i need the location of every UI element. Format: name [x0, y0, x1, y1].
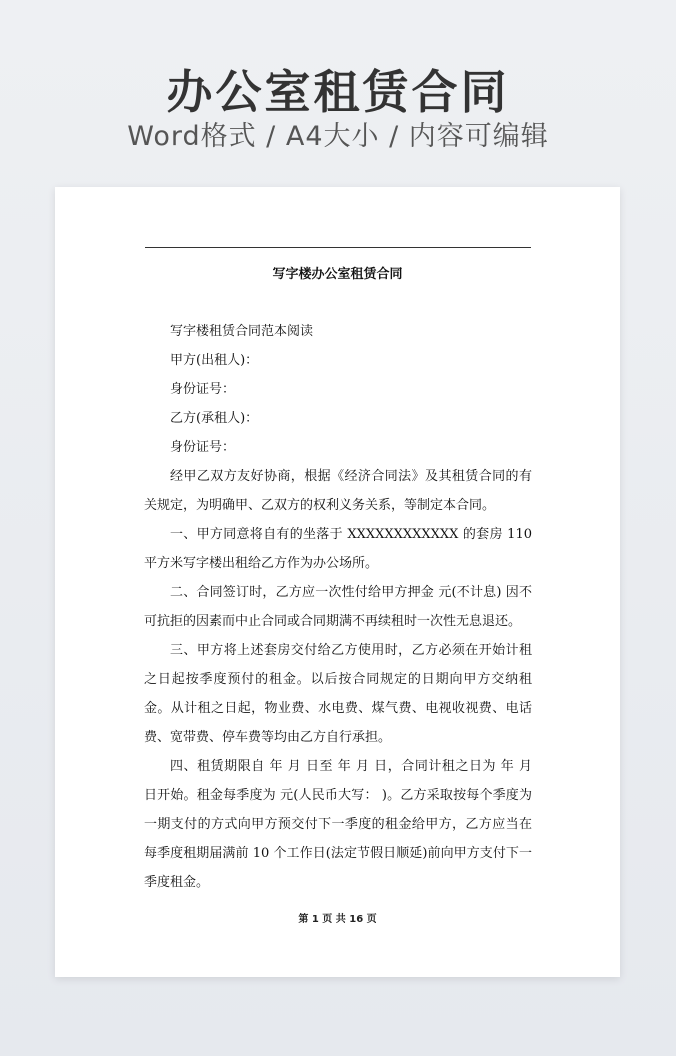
page-number: 第 1 页 共 16 页 [298, 914, 377, 925]
document-page [55, 187, 620, 977]
paragraph-preamble: 经甲乙双方友好协商，根据《经济合同法》及其租赁合同的有关规定，为明确甲、乙双方的权利义务关系，等制定本合同。 [144, 469, 532, 513]
paragraph-party-b: 乙方(承租人)： [170, 411, 259, 426]
paragraph-party-b-id: 身份证号： [170, 440, 236, 455]
paragraph-intro: 写字楼租赁合同范本阅读 [170, 324, 314, 339]
header-rule [145, 247, 531, 248]
paragraph-clause-3: 三、甲方将上述套房交付给乙方使用时，乙方必须在开始计租之日起按季度预付的租金。以后按合同规定的日期向甲方交纳租金。从计租之日起，物业费、水电费、煤气费、电视收视费、电话费、宽带费、停车费等均由乙方自行承担。 [144, 643, 532, 745]
paragraph-clause-1: 一、甲方同意将自有的坐落于 XXXXXXXXXXXX 的套房 110 平方米写字楼出租给乙方作为办公场所。 [144, 527, 532, 571]
paragraph-clause-4: 四、租赁期限自 年 月 日至 年 月 日，合同计租之日为 年 月 日开始。租金每季度为 元(人民币大写： )。乙方采取按每个季度为一期支付的方式向甲方预交付下一季度的租金给甲方，乙方应当在每季度租期届满前 10 个工作日(法定节假日顺延)前向甲方支付下一季度租金。 [144, 759, 532, 890]
document-title: 写字楼办公室租赁合同 [272, 267, 403, 282]
banner-subtitle: Word格式 / A4大小 / 内容可编辑 [127, 121, 549, 152]
paragraph-party-a-id: 身份证号： [170, 382, 236, 397]
document-body [144, 317, 532, 897]
paragraph-party-a: 甲方(出租人)： [170, 353, 259, 368]
paragraph-clause-2: 二、合同签订时，乙方应一次性付给甲方押金 元(不计息) 因不可抗拒的因素而中止合同或合同期满不再续租时一次性无息退还。 [144, 585, 532, 629]
banner-title: 办公室租赁合同 [166, 65, 510, 119]
